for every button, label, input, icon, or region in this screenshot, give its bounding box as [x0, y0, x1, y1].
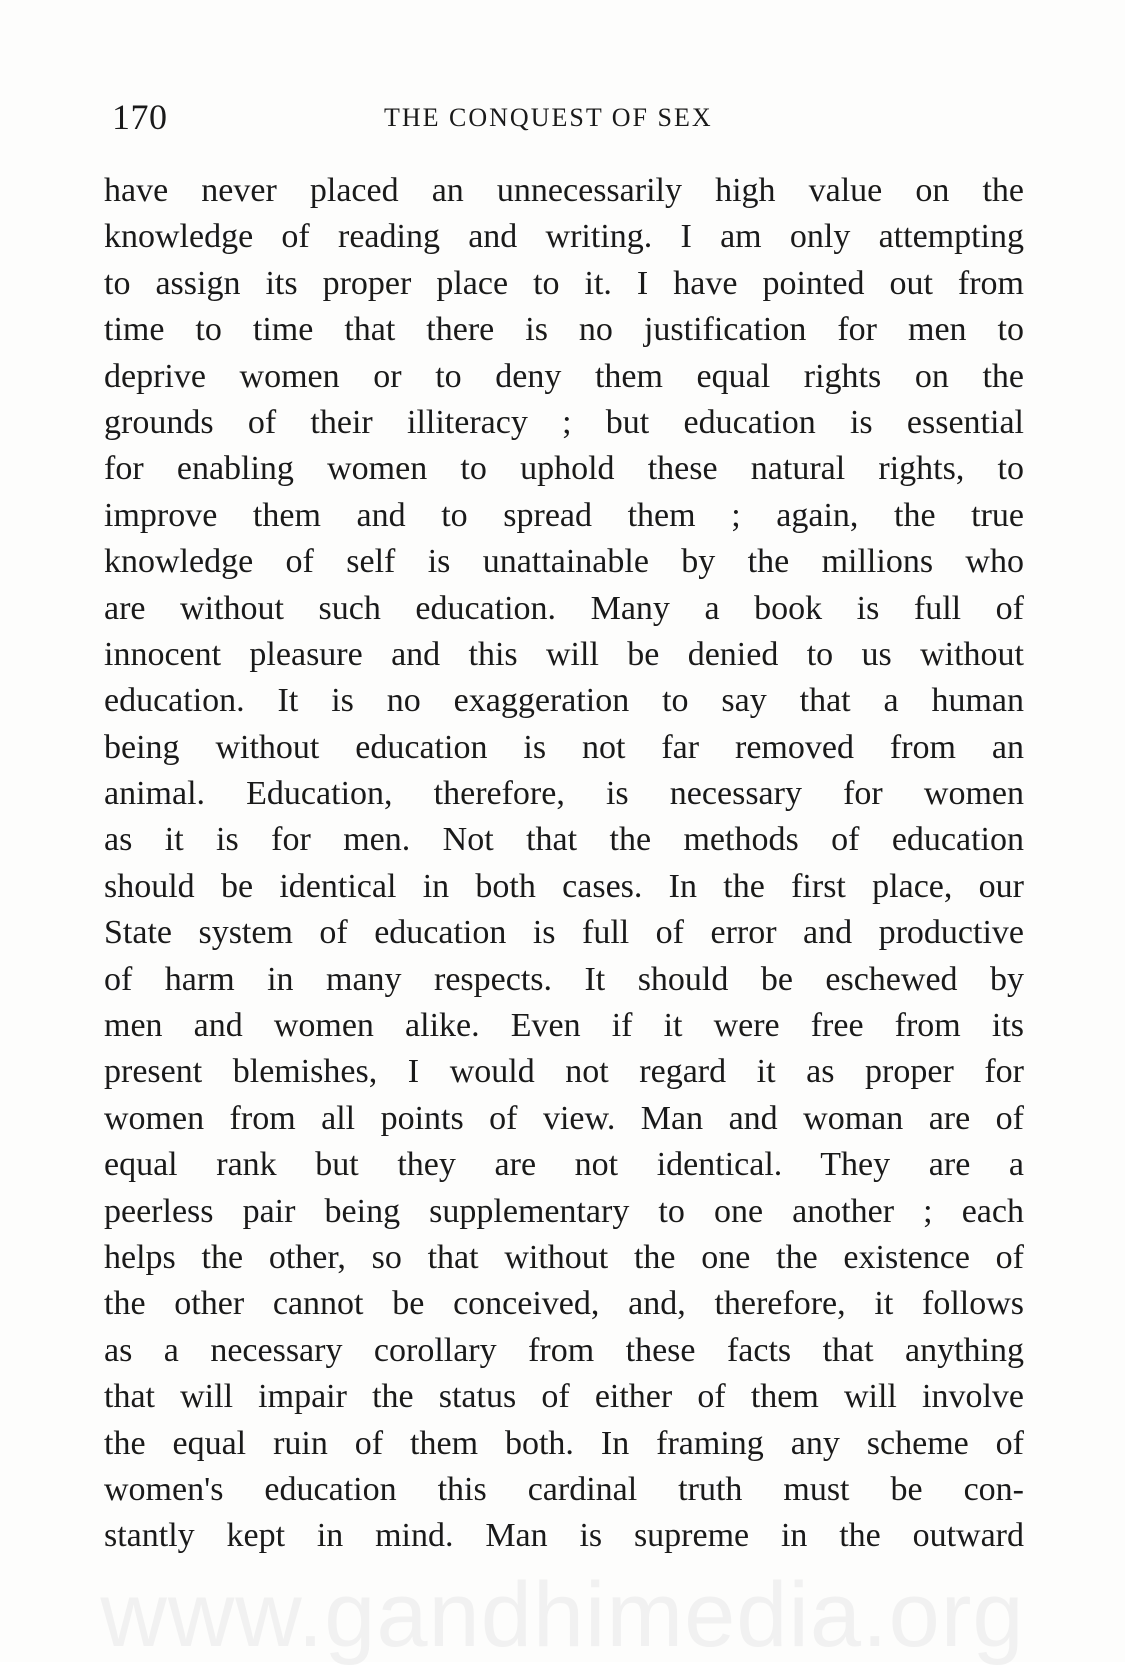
- text-line: helps the other, so that without the one the existence of: [104, 1238, 1024, 1276]
- text-line: the other cannot be conceived, and, therefore, it follows: [104, 1285, 1024, 1323]
- text-line: the equal ruin of them both. In framing any scheme of: [104, 1424, 1024, 1462]
- text-line: should be identical in both cases. In the first place, our: [104, 867, 1024, 905]
- text-line: grounds of their illiteracy ; but education is essential: [104, 403, 1024, 441]
- text-line: innocent pleasure and this will be denied to us without: [104, 635, 1024, 673]
- text-line: knowledge of self is unattainable by the millions who: [104, 543, 1024, 581]
- text-line: stantly kept in mind. Man is supreme in the outward: [104, 1517, 1024, 1555]
- text-line: time to time that there is no justification for men to: [104, 311, 1024, 349]
- text-line: equal rank but they are not identical. They are a: [104, 1146, 1024, 1184]
- page-number: 170: [112, 97, 168, 137]
- text-line: men and women alike. Even if it were free from its: [104, 1007, 1024, 1045]
- text-line: of harm in many respects. It should be eschewed by: [104, 960, 1024, 998]
- text-line: women's education this cardinal truth must be con-: [104, 1470, 1024, 1508]
- text-line: State system of education is full of error and productive: [104, 914, 1024, 952]
- text-line: women from all points of view. Man and woman are of: [104, 1099, 1024, 1137]
- text-line: deprive women or to deny them equal rights on the: [104, 357, 1024, 395]
- text-line: have never placed an unnecessarily high value on the: [104, 172, 1024, 209]
- text-line: peerless pair being supplementary to one another ; each: [104, 1192, 1024, 1230]
- text-line: to assign its proper place to it. I have pointed out from: [104, 264, 1024, 302]
- text-line: being without education is not far removed from an: [104, 728, 1024, 766]
- page-header: [112, 92, 1027, 142]
- text-line: as it is for men. Not that the methods of education: [104, 821, 1024, 859]
- text-line: that will impair the status of either of them will involve: [104, 1378, 1024, 1416]
- text-line: are without such education. Many a book is full of: [104, 589, 1024, 627]
- watermark: www.gandhimedia.org: [100, 1564, 1025, 1666]
- text-line: for enabling women to uphold these natural rights, to: [104, 450, 1024, 488]
- text-line: present blemishes, I would not regard it as proper for: [104, 1053, 1024, 1091]
- text-line: education. It is no exaggeration to say that a human: [104, 682, 1024, 720]
- body-text: [104, 168, 1024, 1560]
- text-line: animal. Education, therefore, is necessary for women: [104, 775, 1024, 813]
- text-line: improve them and to spread them ; again, the true: [104, 496, 1024, 534]
- running-head: THE CONQUEST OF SEX: [384, 103, 713, 132]
- text-line: as a necessary corollary from these facts that anything: [104, 1331, 1024, 1369]
- text-line: knowledge of reading and writing. I am only attempting: [104, 218, 1024, 256]
